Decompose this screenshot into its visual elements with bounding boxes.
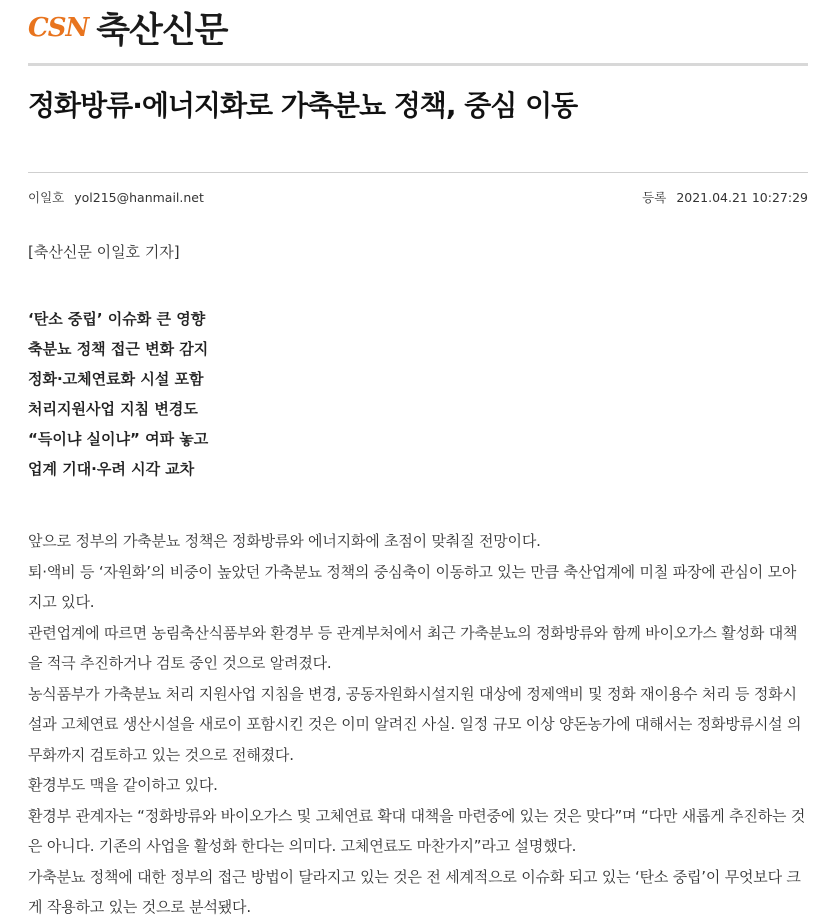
reporter-line: [축산신문 이일호 기자]	[28, 243, 180, 261]
paragraph: 농식품부가 가축분뇨 처리 지원사업 지침을 변경, 공동자원화시설지원 대상에 정제액비 및 정화 재이용수 처리 등 정화시설과 고체연료 생산시설을 새로이 포함시킨 것은 이미 알려진 사실. 일정 규모 이상 양돈농가에 대해서는 정화방류시설 의무화까지 검토하고 있는 것으로 전해졌다.	[28, 684, 802, 764]
publish-date	[642, 188, 808, 206]
paragraph: 퇴·액비 등 ‘자원화’의 비중이 높았던 가축분뇨 정책의 중심축이 이동하고 있는 만큼 축산업계에 미칠 파장에 관심이 모아지고 있다.	[28, 562, 797, 611]
author-name: 이일호	[28, 190, 65, 205]
paper-name: 축산신문	[96, 11, 228, 51]
subheadline: 축분뇨 정책 접근 변화 감지	[28, 340, 209, 358]
masthead-logo[interactable]	[28, 8, 228, 51]
subheadline: 처리지원사업 지침 변경도	[28, 400, 198, 418]
author-email[interactable]: yol215@hanmail.net	[74, 190, 204, 205]
title-divider	[28, 172, 808, 173]
subheadline-list	[28, 304, 810, 484]
date-value: 2021.04.21 10:27:29	[676, 190, 808, 205]
header-divider	[28, 63, 808, 66]
logo-mark: CSN	[28, 13, 89, 43]
paragraph: 환경부도 맥을 같이하고 있다.	[28, 776, 218, 794]
subheadline: 업계 기대·우려 시각 교차	[28, 460, 195, 478]
paragraph: 관련업계에 따르면 농림축산식품부와 환경부 등 관계부처에서 최근 가축분뇨의 정화방류와 함께 바이오가스 활성화 대책을 적극 추진하거나 검토 중인 것으로 알려졌다.	[28, 623, 798, 672]
paragraph: 환경부 관계자는 “정화방류와 바이오가스 및 고체연료 확대 대책을 마련중에 있는 것은 맞다”며 “다만 새롭게 추진하는 것은 아니다. 기존의 사업을 활성화 한다는 의미다. 고체연료도 마찬가지”라고 설명했다.	[28, 806, 806, 855]
subheadline: 정화·고체연료화 시설 포함	[28, 370, 204, 388]
byline	[28, 188, 204, 206]
subheadline: ‘탄소 중립’ 이슈화 큰 영향	[28, 310, 206, 328]
date-label: 등록	[642, 190, 667, 205]
subheadline: “득이냐 실이냐” 여파 놓고	[28, 430, 209, 448]
article-body	[28, 240, 810, 923]
article-title: 정화방류·에너지화로 가축분뇨 정책, 중심 이동	[28, 89, 578, 122]
paragraph: 가축분뇨 정책에 대한 정부의 접근 방법이 달라지고 있는 것은 전 세계적으로 이슈화 되고 있는 ‘탄소 중립’이 무엇보다 크게 작용하고 있는 것으로 분석됐다.	[28, 867, 801, 916]
paragraph: 앞으로 정부의 가축분뇨 정책은 정화방류와 에너지화에 초점이 맞춰질 전망이다.	[28, 532, 541, 550]
